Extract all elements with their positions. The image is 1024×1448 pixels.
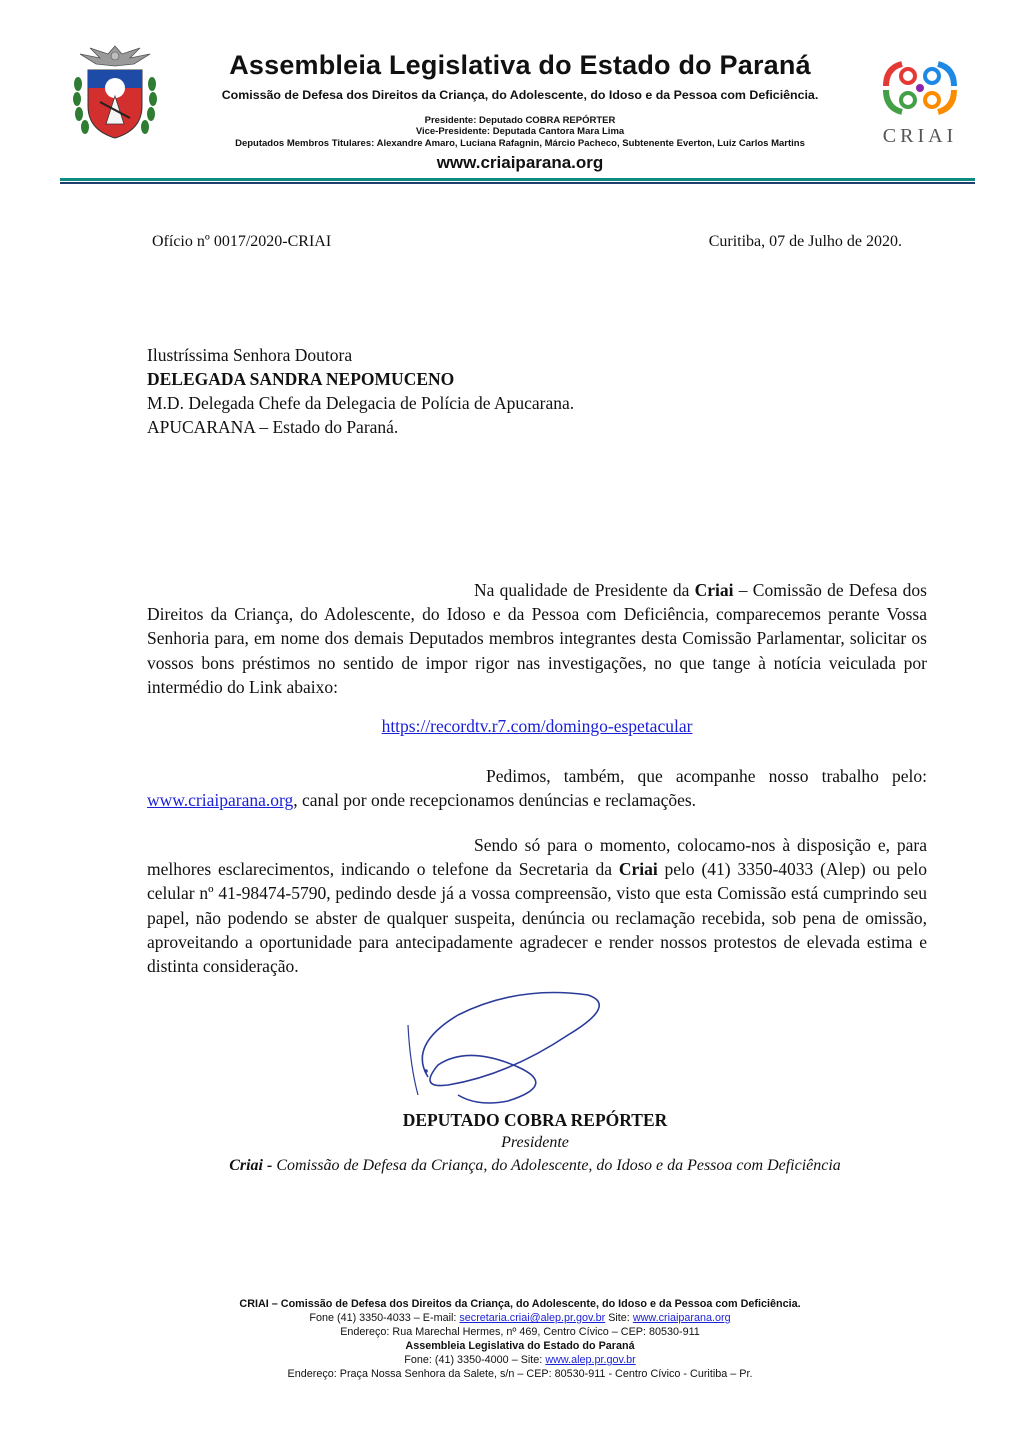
criai-site-link[interactable]: www.criaiparana.org: [147, 790, 294, 811]
footer-line-contacts: Fone (41) 3350-4033 – E-mail: secretaria.criai@alep.pr.gov.br Site: www.criaiparana.org: [309, 1312, 731, 1324]
organization-title: Assembleia Legislativa do Estado do Paraná: [229, 50, 811, 80]
criai-bold: Criai: [694, 580, 734, 600]
criai-logo: [868, 46, 972, 150]
vice-president-line: Vice-Presidente: Deputada Cantora Mara Lima: [415, 126, 625, 137]
footer-line-assembly-contacts: Fone: (41) 3350-4000 – Site: www.alep.pr.gov.br: [404, 1354, 636, 1366]
handwritten-signature: [388, 985, 618, 1105]
footer-alep-site-link[interactable]: www.alep.pr.gov.br: [545, 1354, 636, 1366]
body-paragraph-2: Pedimos, também, que acompanhe nosso trabalho pelo: www.criaiparana.org, canal por onde recepcionamos denúncias e reclamações.: [147, 766, 927, 811]
footer-email-link[interactable]: secretaria.criai@alep.pr.gov.br: [459, 1312, 606, 1324]
office-number: Ofício nº 0017/2020-CRIAI: [152, 233, 332, 250]
footer-line-criai: CRIAI – Comissão de Defesa dos Direitos da Criança, do Adolescente, do Idoso e da Pessoa com Deficiência.: [239, 1298, 801, 1310]
criai-figures-icon: [886, 64, 954, 112]
criai-bold: Criai: [618, 859, 658, 880]
header-website: www.criaiparana.org: [436, 153, 604, 172]
signer-organization: Criai - Comissão de Defesa da Criança, do Adolescente, do Idoso e da Pessoa com Deficiência: [229, 1157, 841, 1174]
header-rule-navy: [60, 182, 975, 184]
signer-name: DEPUTADO COBRA REPÓRTER: [402, 1110, 668, 1130]
footer-criai-site-link[interactable]: www.criaiparana.org: [632, 1312, 731, 1324]
place-date: Curitiba, 07 de Julho de 2020.: [708, 233, 902, 250]
president-line: Presidente: Deputado COBRA REPÓRTER: [424, 115, 616, 126]
shield: [88, 70, 142, 138]
signer-title: Presidente: [501, 1134, 569, 1151]
body-paragraph-1: Na qualidade de Presidente da Criai – Comissão de Defesa dos Direitos da Criança, do Adolescente, do Idoso e da Pessoa com Deficiência, comparecemos perante Vossa Senhoria para, em nome dos demais Deputados membros integrantes desta Comissão Parlamentar, solicitar os vossos bons préstimos no sentido de impor rigor nas investigações, no que tange à notícia veiculada por intermédio do Link abaixo:: [147, 580, 927, 697]
news-link-line: [147, 716, 927, 737]
eagle-crest: [80, 46, 150, 66]
recipient-name: DELEGADA SANDRA NEPOMUCENO: [147, 369, 455, 389]
recipient-role: M.D. Delegada Chefe da Delegacia de Polícia de Apucarana.: [147, 393, 575, 413]
members-line: Deputados Membros Titulares: Alexandre Amaro, Luciana Rafagnin, Márcio Pacheco, Subtenente Everton, Luiz Carlos Martins: [235, 138, 805, 149]
news-link[interactable]: https://recordtv.r7.com/domingo-espetacular: [381, 716, 693, 736]
body-paragraph-3: Sendo só para o momento, colocamo-nos à disposição e, para melhores esclarecimentos, indicando o telefone da Secretaria da Criai pelo (41) 3350-4033 (Alep) ou pelo celular nº 41-98474-5790, pedindo desde já a vossa compreensão, visto que esta Comissão está cumprindo seu papel, não podendo se abster de qualquer suspeita, denúncia ou reclamação recebida, sob pena de omissão, aproveitando a oportunidade para antecipadamente agradecer e render nossos protestos de elevada estima e distinta consideração.: [147, 835, 927, 977]
footer-line-assembly-address: Endereço: Praça Nossa Senhora da Salete, s/n – CEP: 80530-911 - Centro Cívico - Curitiba – Pr.: [287, 1368, 753, 1380]
commission-subtitle: Comissão de Defesa dos Direitos da Criança, do Adolescente, do Idoso e da Pessoa com Deficiência.: [221, 88, 819, 102]
laurel-right: [141, 77, 157, 134]
header-rule-teal: [60, 178, 975, 181]
laurel-left: [73, 77, 89, 134]
recipient-salutation: Ilustríssima Senhora Doutora: [147, 345, 353, 365]
parana-coat-of-arms-logo: [70, 44, 160, 144]
footer-line-assembly: Assembleia Legislativa do Estado do Paraná: [405, 1340, 635, 1352]
recipient-city: APUCARANA – Estado do Paraná.: [147, 417, 399, 437]
criai-logo-text: CRIAI: [882, 125, 958, 147]
footer-line-criai-address: Endereço: Rua Marechal Hermes, nº 469, Centro Cívico – CEP: 80530-911: [340, 1326, 700, 1338]
